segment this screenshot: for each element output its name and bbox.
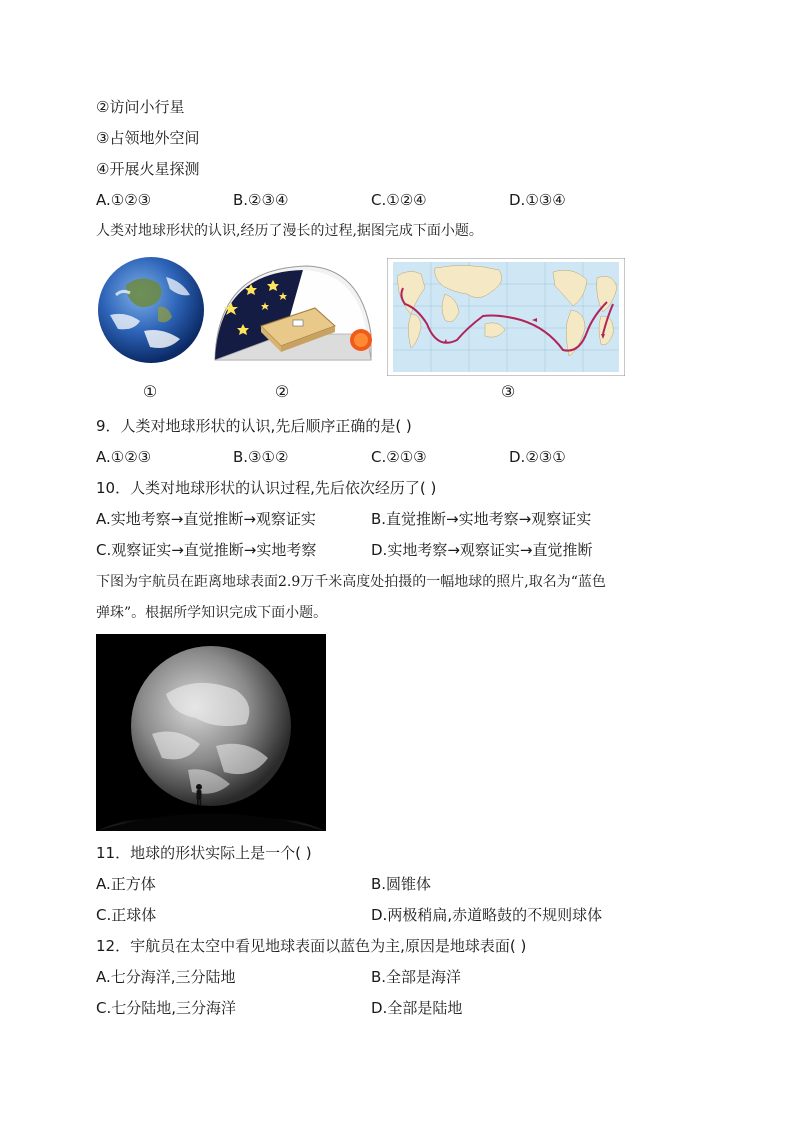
figure-magellan-route-map	[387, 258, 625, 376]
q9-option-c[interactable]: C.②①③	[371, 448, 427, 466]
intro-blue-marble-line1: 下图为宇航员在距离地球表面2.9万千米高度处拍摄的一幅地球的照片,取名为“蓝色	[96, 574, 606, 590]
earth-photo-image	[96, 634, 326, 831]
q9-option-a[interactable]: A.①②③	[96, 448, 152, 466]
q9-option-d[interactable]: D.②③①	[509, 448, 566, 466]
q10-option-b[interactable]: B.直觉推断→实地考察→观察证实	[371, 510, 592, 528]
q8-item-2: ②访问小行星	[96, 98, 185, 116]
q10-option-d[interactable]: D.实地考察→观察证实→直觉推断	[371, 541, 593, 559]
intro-earth-shape: 人类对地球形状的认识,经历了漫长的过程,据图完成下面小题。	[96, 223, 483, 239]
figure-sky-dome	[211, 262, 376, 362]
q10-stem: 10．人类对地球形状的认识过程,先后依次经历了( )	[96, 479, 437, 497]
intro-blue-marble-line2: 弹珠”。根据所学知识完成下面小题。	[96, 605, 328, 621]
q8-option-d[interactable]: D.①③④	[509, 191, 566, 209]
q8-item-3: ③占领地外空间	[96, 129, 200, 147]
q8-option-c[interactable]: C.①②④	[371, 191, 427, 209]
figure-caption-1: ①	[142, 382, 158, 401]
q9-option-b[interactable]: B.③①②	[233, 448, 289, 466]
q8-option-b[interactable]: B.②③④	[233, 191, 289, 209]
sky-dome-image	[211, 262, 376, 362]
figure-caption-2: ②	[274, 382, 290, 401]
q11-option-a[interactable]: A.正方体	[96, 875, 156, 893]
q12-option-a[interactable]: A.七分海洋,三分陆地	[96, 968, 236, 986]
earth-globe-image	[96, 255, 206, 365]
q11-option-d[interactable]: D.两极稍扁,赤道略鼓的不规则球体	[371, 906, 603, 924]
figure-blue-marble-photo	[96, 634, 326, 831]
q12-option-b[interactable]: B.全部是海洋	[371, 968, 462, 986]
world-map-image	[387, 258, 625, 376]
q9-stem: 9．人类对地球形状的认识,先后顺序正确的是( )	[96, 417, 412, 435]
figure-earth-globe	[96, 255, 206, 365]
q10-option-c[interactable]: C.观察证实→直觉推断→实地考察	[96, 541, 317, 559]
q11-option-b[interactable]: B.圆锥体	[371, 875, 432, 893]
q8-item-4: ④开展火星探测	[96, 160, 200, 178]
q12-option-c[interactable]: C.七分陆地,三分海洋	[96, 999, 237, 1017]
q11-option-c[interactable]: C.正球体	[96, 906, 157, 924]
figure-caption-3: ③	[500, 382, 516, 401]
q8-option-a[interactable]: A.①②③	[96, 191, 152, 209]
q12-option-d[interactable]: D.全部是陆地	[371, 999, 463, 1017]
q11-stem: 11．地球的形状实际上是一个( )	[96, 844, 312, 862]
q10-option-a[interactable]: A.实地考察→直觉推断→观察证实	[96, 510, 316, 528]
q12-stem: 12．宇航员在太空中看见地球表面以蓝色为主,原因是地球表面( )	[96, 937, 527, 955]
